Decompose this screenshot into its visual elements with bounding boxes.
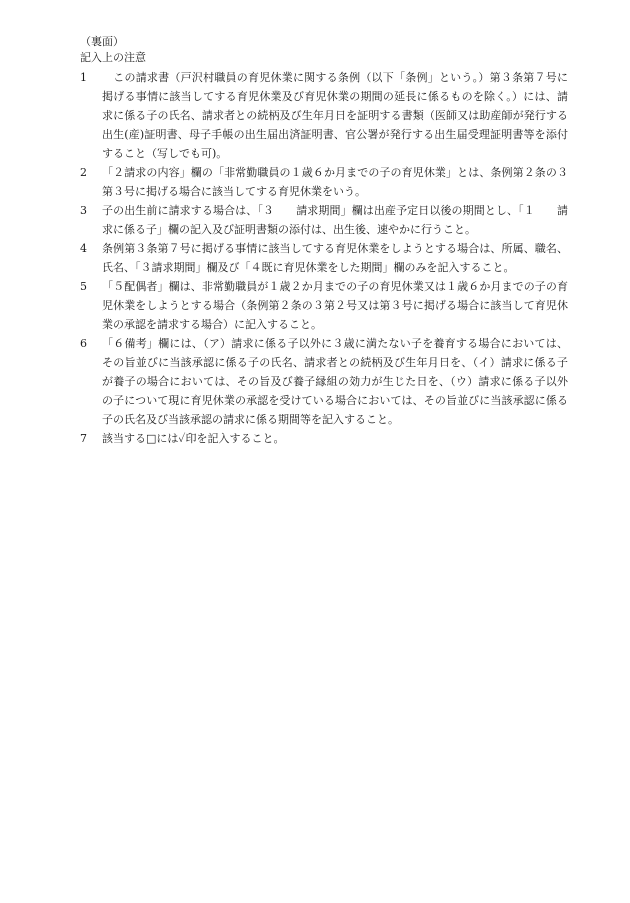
note-number: 6: [80, 337, 87, 350]
note-item: [80, 68, 568, 163]
note-number: 7: [80, 432, 87, 445]
note-number: 1: [80, 71, 87, 84]
note-text: 「６備考」欄には、（ア）請求に係る子以外に３歳に満たない子を養育する場合においては、その旨並びに当該承認に係る子の氏名、請求者との続柄及び生年月日を、（イ）請求に係る子が養子の場合においては、その旨及び養子縁組の効力が生じた日を、（ウ）請求に係る子以外の子について現に育児休業の承認を受けている場合においては、その旨並びに当該承認に係る子の氏名及び当該承認の請求に係る期間等を記入すること。: [102, 337, 568, 426]
note-number: 5: [80, 280, 87, 293]
note-item: [80, 334, 568, 429]
note-text: この請求書（戸沢村職員の育児休業に関する条例（以下「条例」という。）第３条第７号に掲げる事情に該当してする育児休業及び育児休業の期間の延長に係るものを除く。）には、請求に係る子の氏名、請求者との続柄及び生年月日を証明する書類（医師又は助産師が発行する出生(産)証明書、母子手帳の出生届出済証明書、官公署が発行する出生届受理証明書等を添付すること（写しでも可)。: [102, 71, 568, 160]
note-text: 子の出生前に請求する場合は、「３ 請求期間」欄は出産予定日以後の期間とし、「１ 請求に係る子」欄の記入及び証明書類の添付は、出生後、速やかに行うこと。: [102, 204, 568, 236]
note-item: [80, 277, 568, 334]
section-title: 記入上の注意: [80, 51, 146, 64]
note-text: 「２請求の内容」欄の「非常勤職員の１歳６か月までの子の育児休業」とは、条例第２条の３第３号に掲げる場合に該当してする育児休業をいう。: [102, 166, 568, 198]
note-text: 該当する□には✓印を記入すること。: [102, 432, 285, 445]
note-text: 「５配偶者」欄は、非常勤職員が１歳２か月までの子の育児休業又は１歳６か月までの子の育児休業をしようとする場合（条例第２条の３第２号又は第３号に掲げる場合に該当して育児休業の承認を請求する場合）に記入すること。: [102, 280, 568, 331]
note-item: [80, 201, 568, 239]
note-item: [80, 239, 568, 277]
note-number: 2: [80, 166, 87, 179]
note-text: 条例第３条第７号に掲げる事情に該当してする育児休業をしようとする場合は、所属、職名、氏名、「３請求期間」欄及び「４既に育児休業をした期間」欄のみを記入すること。: [102, 242, 568, 274]
note-number: 3: [80, 204, 87, 217]
note-number: 4: [80, 242, 87, 255]
notes-list: [80, 68, 568, 448]
note-item: [80, 163, 568, 201]
note-item: [80, 429, 568, 448]
side-label: （裏面）: [80, 35, 124, 48]
